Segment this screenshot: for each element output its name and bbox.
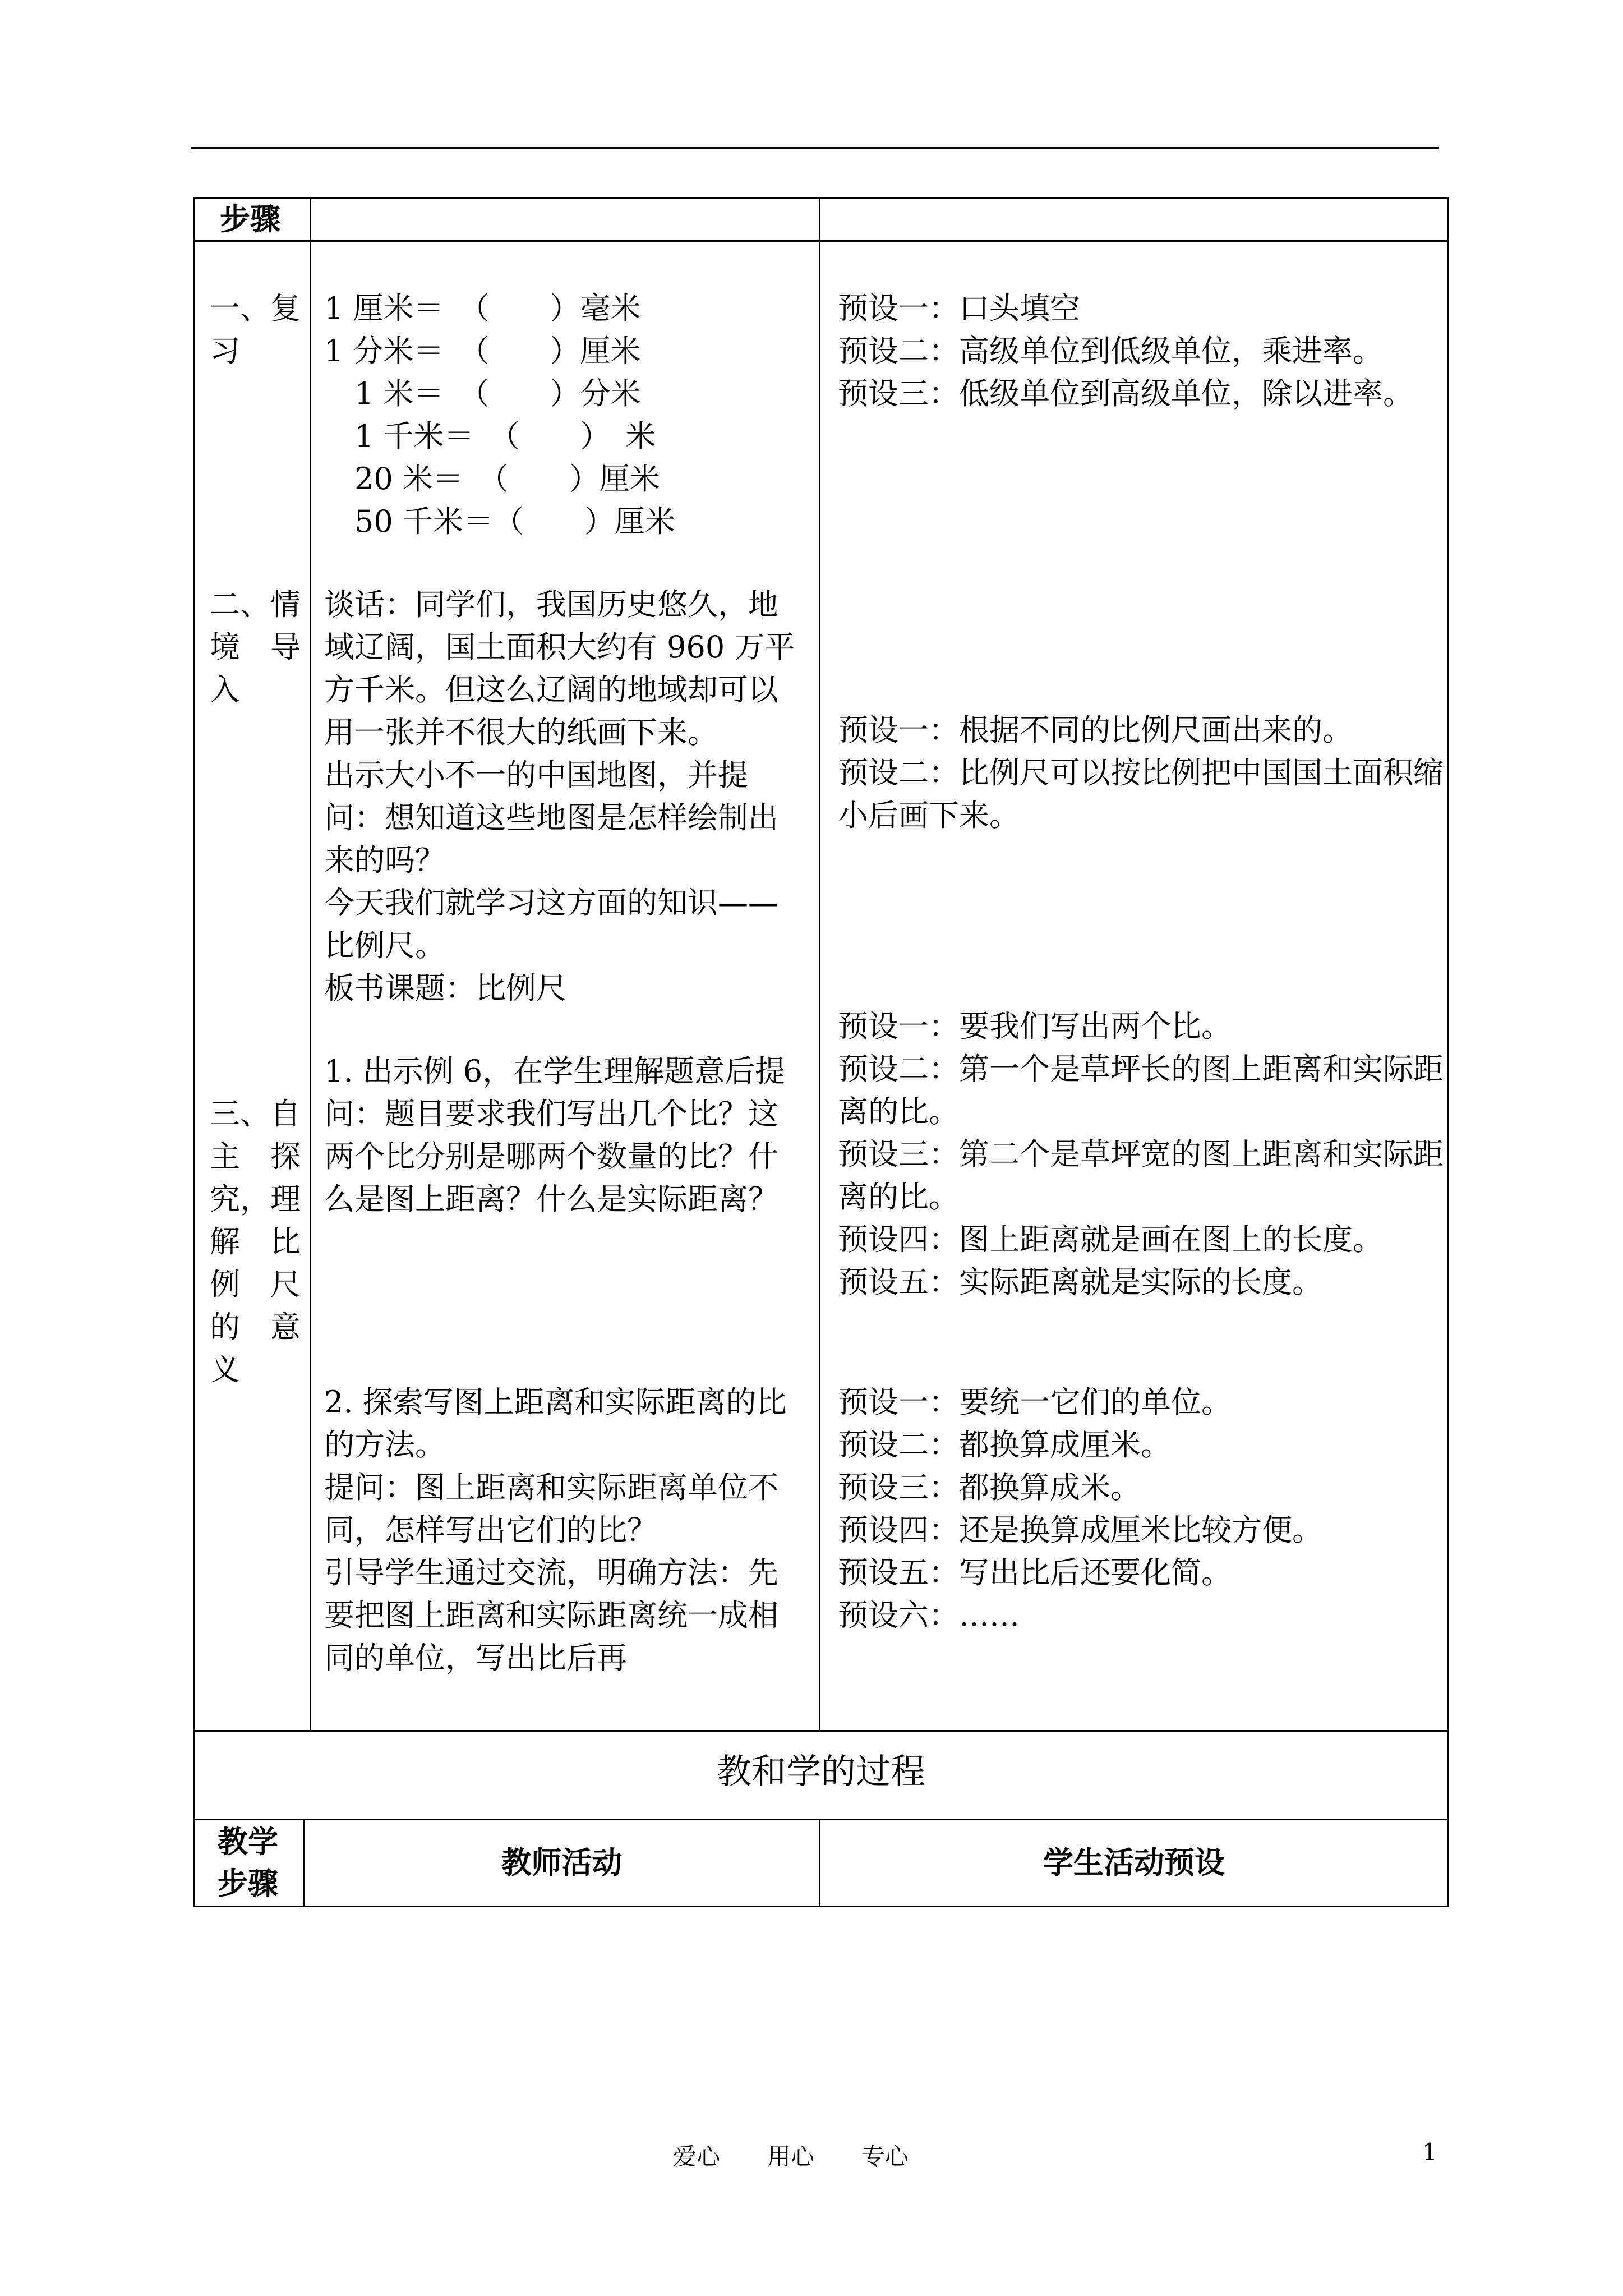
section-2-teacher: 谈话：同学们，我国历史悠久，地域辽阔，国土面积大约有 960 万平方千米。但这么辽阔的地域却可以用一张并不很大的纸画下来。 出示大小不一的中国地图，并提问：想知道这些地图是怎样绘制出来的吗？ 今天我们就学习这方面的知识——比例尺。 板书课题：比例尺 <box>324 587 795 1006</box>
section-3-step: 三、自 主 探 究，理 解 比 例 尺 的 意 义 <box>210 1096 301 1387</box>
teacher-column-label: 教师活动 <box>501 1844 623 1880</box>
process-title: 教和学的过程 <box>716 1751 925 1792</box>
section-1-step: 一、复 习 <box>210 291 301 369</box>
page-number: 1 <box>1422 2138 1437 2166</box>
section-4-student: 预设一：要统一它们的单位。 预设二：都换算成厘米。 预设三：都换算成米。 预设四：还是换算成厘米比较方便。 预设五：写出比后还要化简。 预设六：…… <box>838 1384 1322 1633</box>
footer-motto: 爱心 用心 专心 <box>673 2143 909 2170</box>
table-bottom-border <box>193 1906 1449 1907</box>
section-3-teacher: 1. 出示例 6，在学生理解题意后提问：题目要求我们写出几个比？这两个比分别是哪两个数量的比？什么是图上距离？什么是实际距离？ <box>324 1053 786 1217</box>
steps-column-label-line1: 教学 <box>218 1824 278 1860</box>
table-header-divider <box>193 240 1449 242</box>
lesson-table <box>193 197 1449 1907</box>
table-left-border <box>193 197 195 1907</box>
table-top-border <box>193 197 1449 199</box>
table-right-border <box>1447 197 1449 1907</box>
teacher-column-divider <box>819 197 820 1731</box>
section-2-student: 预设一：根据不同的比例尺画出来的。 预设二：比例尺可以按比例把中国国土面积缩小后画下来。 <box>838 712 1444 833</box>
section-3-student: 预设一：要我们写出两个比。 预设二：第一个是草坪长的图上距离和实际距离的比。 预设三：第二个是草坪宽的图上距离和实际距离的比。 预设四：图上距离就是画在图上的长度。 预设五：实际距离就是实际的长度。 <box>838 1009 1444 1300</box>
steps-column-label-line2: 步骤 <box>218 1865 278 1901</box>
step-column-divider <box>310 197 311 1731</box>
table-columns-divider <box>193 1819 1449 1820</box>
table-title-divider <box>193 1730 1449 1732</box>
student-column-label: 学生活动预设 <box>1043 1844 1225 1880</box>
section-4-teacher: 2. 探索写图上距离和实际距离的比的方法。 提问：图上距离和实际距离单位不同，怎样写出它们的比？ 引导学生通过交流，明确方法：先要把图上距离和实际距离统一成相同的单位，写出比后再 <box>324 1384 787 1676</box>
section-1-student: 预设一：口头填空 预设二：高级单位到低级单位，乘进率。 预设三：低级单位到高级单位，除以进率。 <box>838 291 1413 411</box>
step-header-label: 步骤 <box>220 201 280 237</box>
section-1-teacher: 1 厘米＝ （ ）毫米 1 分米＝ （ ）厘米 1 米＝ （ ）分米 1 千米＝ （ ） 米 20 米＝ （ ）厘米 50 千米＝（ ）厘米 <box>324 291 675 539</box>
header-rule <box>191 147 1439 149</box>
section-2-step: 二、情 境 导 入 <box>210 587 301 707</box>
